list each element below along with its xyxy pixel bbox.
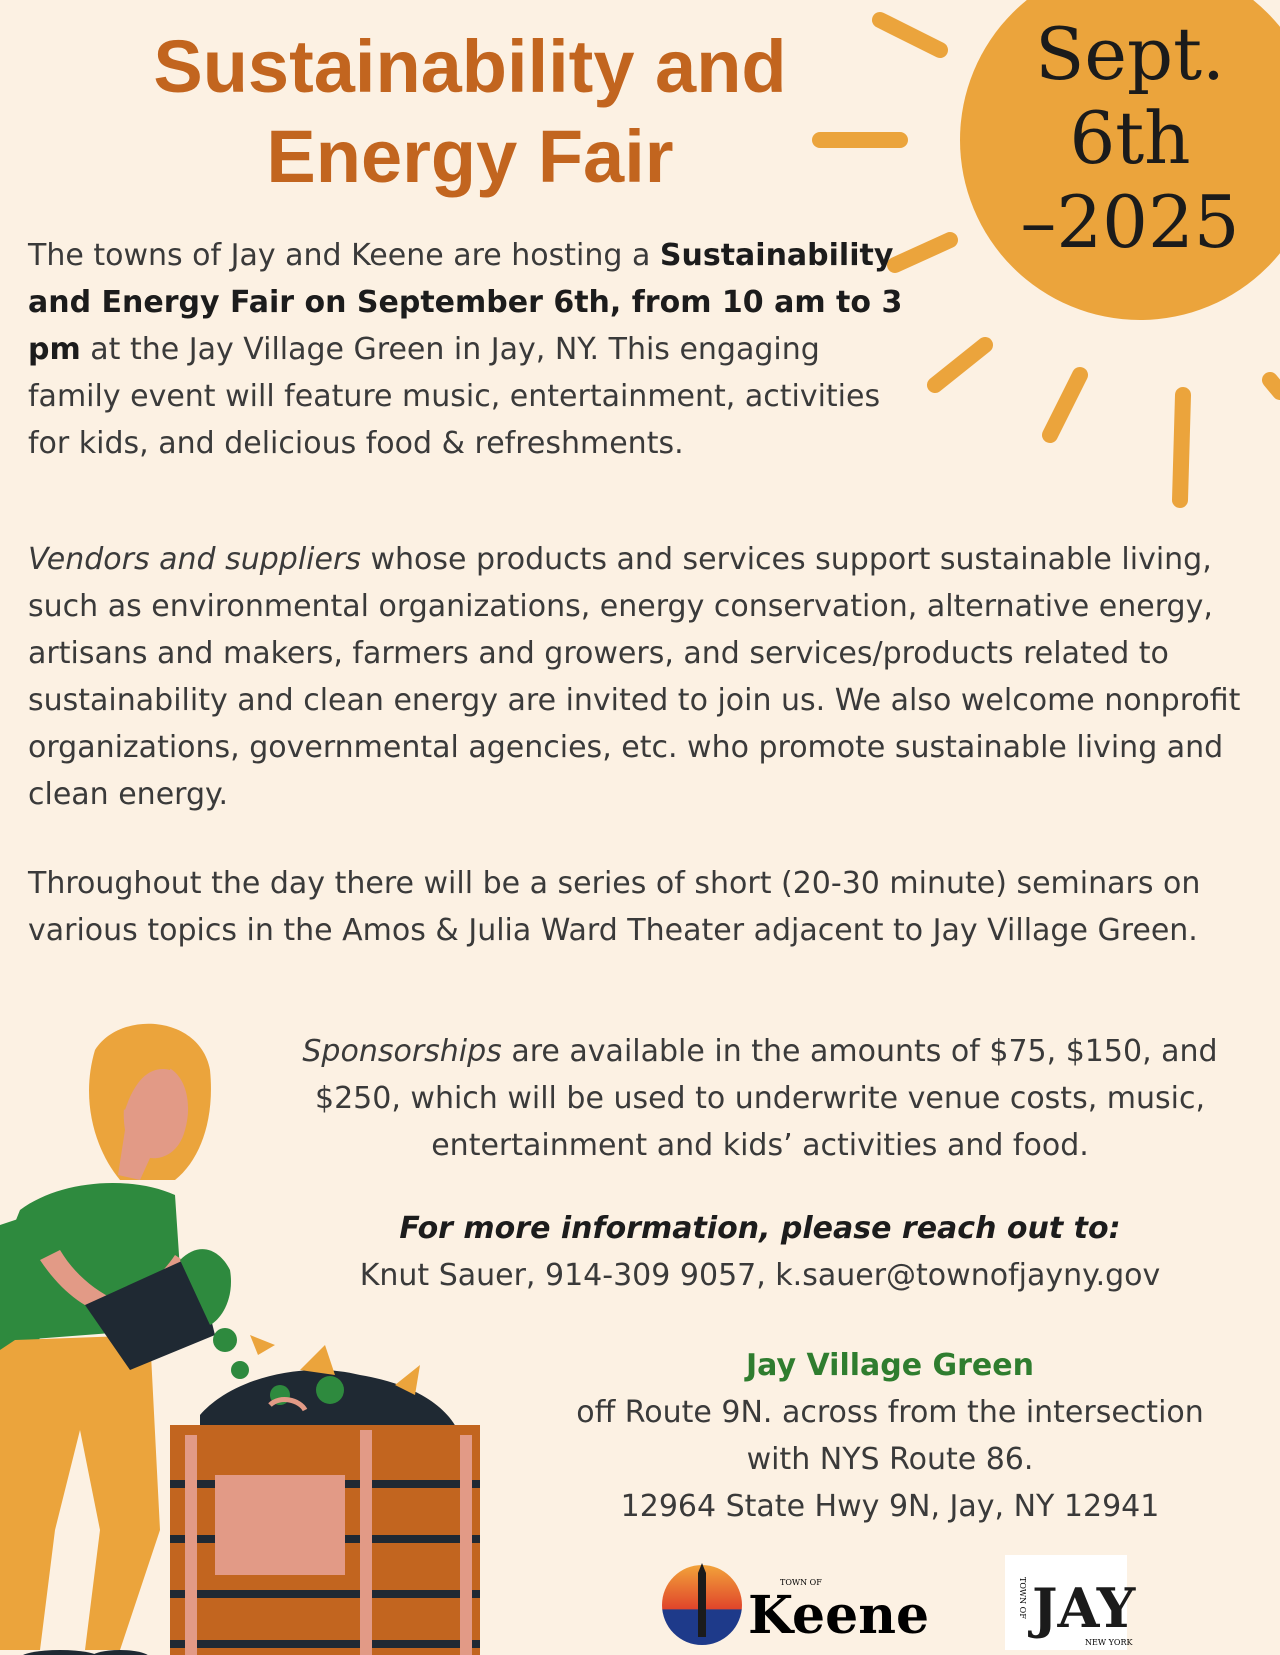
keene-logo [662,1563,929,1646]
date-year: –2025 [1020,180,1240,264]
sponsorships-text: are available in the amounts of $75, $150, and $250, which will be used to underwrite venue costs, music, entertainment and kids’ activities and food. [314,1034,1218,1163]
jay-name: JAY [1032,1576,1136,1640]
page-title [40,22,900,202]
jay-state-label: NEW YORK [1085,1638,1133,1647]
keene-small-label: TOWN OF [780,1578,822,1587]
seminars-paragraph: Throughout the day there will be a series of short (20-30 minute) seminars on various topics in the Amos & Julia Ward Theater adjacent to Jay Village Green. [28,866,1201,948]
jay-town-label: TOWN OF [1018,1577,1027,1619]
intro-text-1: The towns of Jay and Keene are hosting a [28,238,660,273]
woman-composting-illustration [0,1010,520,1655]
sponsorships-italic: Sponsorships [302,1034,502,1069]
vendors-text: whose products and services support sustainable living, such as environmental organizations, energy conservation, alternative energy, artisans and makers, farmers and growers, and services/products related to sustainability and clean energy are invited to join us. We also welcome nonprofit organizations, governmental agencies, etc. who promote sustainable living and clean energy. [28,542,1241,812]
logos-row [660,1555,1140,1650]
venue-line-3: 12964 State Hwy 9N, Jay, NY 12941 [620,1489,1160,1524]
contact-details[interactable]: Knut Sauer, 914-309 9057, k.sauer@townofjayny.gov [359,1258,1161,1293]
venue-line-2: with NYS Route 86. [746,1442,1034,1477]
date-month: Sept. [1035,12,1225,96]
keene-name: Keene [748,1585,930,1646]
venue-name: Jay Village Green [745,1348,1034,1383]
venue-section [520,1342,1260,1530]
jay-logo [1005,1555,1137,1650]
venue-line-1: off Route 9N. across from the intersection [576,1395,1204,1430]
title-line-1: Sustainability and [153,25,787,108]
title-line-2: Energy Fair [266,115,674,198]
contact-heading: For more information, please reach out to: [399,1211,1121,1246]
date-day: 6th [1069,96,1191,180]
vendors-italic: Vendors and suppliers [28,542,361,577]
vendors-paragraph [28,536,1263,818]
event-date [995,12,1265,264]
intro-text-2: at the Jay Village Green in Jay, NY. This engaging family event will feature music, entertainment, activities for kids, and delicious food & refreshments. [28,332,881,461]
intro-paragraph [28,232,908,467]
intro-bold: Sustainability and Energy Fair on September 6th, from 10 am to 3 pm [28,238,903,367]
